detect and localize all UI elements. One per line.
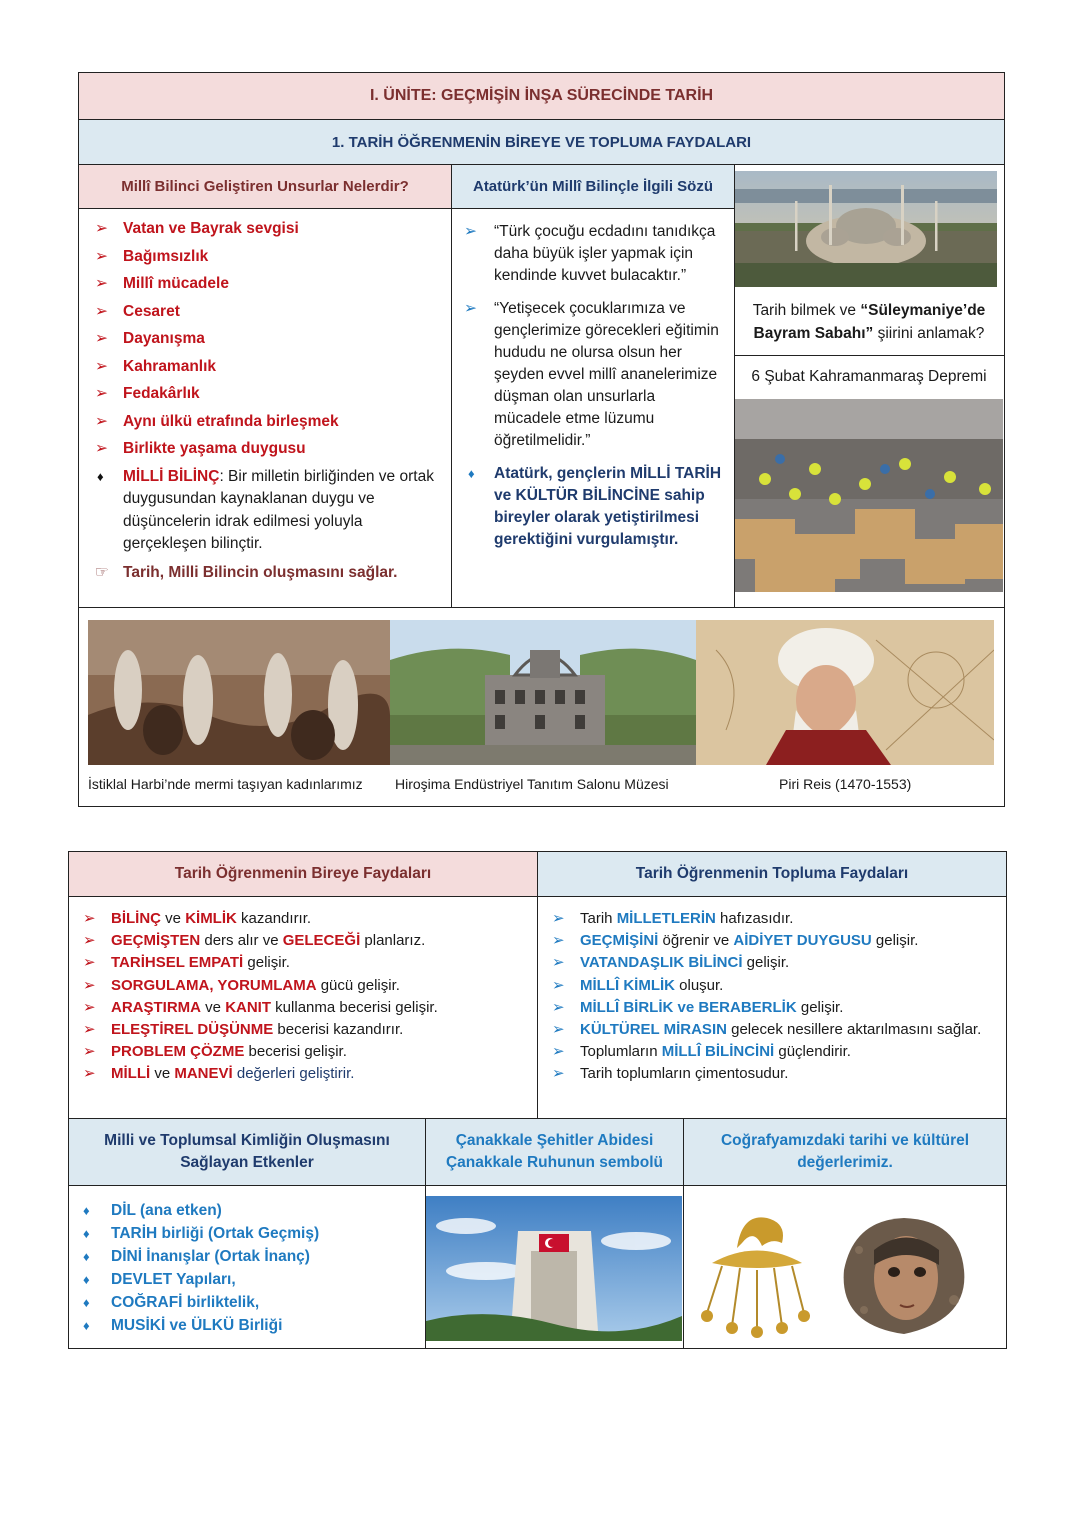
geo-values-body — [683, 1185, 1007, 1349]
list-item: ➢ GEÇMİŞTEN ders alır ve GELECEĞİ planlarız. — [77, 930, 529, 952]
list-item: ➢ Cesaret — [89, 298, 441, 326]
list-item: ➢ Fedakârlık — [89, 380, 441, 408]
list-item: ➢ GEÇMİŞİNİ öğrenir ve AİDİYET DUYGUSU gelişir. — [546, 930, 998, 952]
list-item: ➢ Aynı ülkü etrafında birleşmek — [89, 408, 441, 436]
arrow-icon: ➢ — [552, 976, 565, 994]
arrow-icon: ➢ — [464, 300, 477, 317]
list-item: ➢ BİLİNÇ ve KİMLİK kazandırır. — [77, 908, 529, 930]
suleymaniye-photo — [735, 171, 997, 287]
earthquake-aid-photo — [735, 399, 1003, 592]
canakkale-header: Çanakkale Şehitler Abidesi Çanakkale Ruhunun sembolü — [425, 1118, 684, 1186]
quake-caption: 6 Şubat Kahramanmaraş Depremi — [751, 368, 987, 385]
arrow-icon: ➢ — [83, 1043, 96, 1061]
list-item: ➢ MİLLİ ve MANEVİ değerleri geliştirir. — [77, 1063, 529, 1085]
list-item: ➢ PROBLEM ÇÖZME becerisi gelişir. — [77, 1041, 529, 1063]
arrow-icon: ➢ — [552, 1065, 565, 1083]
col2-header-text: Atatürk’ün Millî Bilinçle İlgili Sözü — [472, 178, 713, 195]
hiroshima-dome-photo — [390, 620, 696, 765]
arrow-icon: ➢ — [95, 357, 108, 375]
list-item: ➢ ARAŞTIRMA ve KANIT kullanma becerisi gelişir. — [77, 997, 529, 1019]
canakkale-body — [425, 1185, 684, 1349]
golden-pegasus-artifact — [692, 1208, 822, 1340]
ataturk-quote-1: ➢ “Türk çocuğu ecdadını tanıdıkça daha büyük işler yapmak için kendinde kuvvet bulacaktır.” — [464, 223, 716, 284]
arrow-icon: ➢ — [95, 247, 108, 265]
arrow-icon: ➢ — [83, 932, 96, 950]
individual-benefits-list — [77, 908, 529, 1086]
arrow-icon: ➢ — [552, 932, 565, 950]
col1-header — [78, 164, 452, 209]
arrow-icon: ➢ — [83, 910, 96, 927]
society-benefits-body — [537, 896, 1007, 1119]
list-item: ➢ MİLLÎ BİRLİK ve BERABERLİK gelişir. — [546, 997, 998, 1019]
diamond-icon: ♦ — [83, 1318, 90, 1333]
diamond-icon: ♦ — [83, 1203, 90, 1218]
diamond-icon: ♦ — [97, 468, 104, 484]
list-item: ♦ TARİH birliği (Ortak Geçmiş) — [77, 1222, 417, 1245]
diamond-icon: ♦ — [468, 466, 475, 481]
ataturk-summary: ♦ Atatürk, gençlerin MİLLİ TARİH ve KÜLTÜR BİLİNCİNE sahip bireyler olarak yetiştirilmesi gerektiğini vurgulamıştır. — [468, 465, 722, 548]
list-item: ♦ DİL (ana etken) — [77, 1199, 417, 1222]
geo-values-header: Coğrafyamızdaki tarihi ve kültürel değerlerimiz. — [683, 1118, 1007, 1186]
istiklal-women-painting — [88, 620, 390, 765]
identity-list — [77, 1199, 417, 1337]
diamond-icon: ♦ — [83, 1295, 90, 1310]
list-item: ➢ Millî mücadele — [89, 270, 441, 298]
hand-pointer-icon: ☞ — [95, 563, 109, 581]
diamond-icon: ♦ — [83, 1249, 90, 1264]
list-item: ➢ Vatan ve Bayrak sevgisi — [89, 215, 441, 243]
col2-body — [451, 208, 735, 608]
list-item: ➢ Bağımsızlık — [89, 243, 441, 271]
arrow-icon: ➢ — [552, 1021, 565, 1039]
arrow-icon: ➢ — [95, 275, 108, 292]
arrow-icon: ➢ — [95, 412, 108, 430]
zeugma-mosaic-girl — [834, 1210, 974, 1338]
milli-bilinc-definition: ♦ MİLLİ BİLİNÇ: Bir milletin birliğinden ve ortak duygusundan kaynaklanan duygu ve düşüncelerin idrak edilmesi yoluyla gerçekleşen bilinçtir. — [97, 467, 434, 552]
arrow-icon: ➢ — [95, 385, 108, 402]
unit-title: I. ÜNİTE: GEÇMİŞİN İNŞA SÜRECİNDE TARİH — [369, 87, 714, 104]
list-item: ➢ Birlikte yaşama duygusu — [89, 435, 441, 463]
unit-subtitle: 1. TARİH ÖĞRENMENİN BİREYE VE TOPLUMA FAYDALARI — [331, 133, 752, 151]
col1-header-text: Millî Bilinci Geliştiren Unsurlar Nelerdir? — [121, 178, 409, 195]
arrow-icon: ➢ — [83, 998, 96, 1016]
list-item: ➢ Dayanışma — [89, 325, 441, 353]
piri-reis-portrait — [696, 620, 994, 765]
photo-caption-istiklal: İstiklal Harbi’nde mermi taşıyan kadınlarımız — [88, 776, 363, 792]
list-item: ➢ Kahramanlık — [89, 353, 441, 381]
list-item: ➢ ELEŞTİREL DÜŞÜNME becerisi kazandırır. — [77, 1019, 529, 1041]
col2-header — [451, 164, 735, 209]
arrow-icon: ➢ — [552, 910, 565, 927]
arrow-icon: ➢ — [464, 223, 477, 240]
list-item: ♦ DİNİ İnanışlar (Ortak İnanç) — [77, 1245, 417, 1268]
arrow-icon: ➢ — [552, 1043, 565, 1061]
list-item: ➢ Tarih toplumların çimentosudur. — [546, 1063, 998, 1085]
list-item: ♦ COĞRAFİ birliktelik, — [77, 1291, 417, 1314]
unit-title-cell — [78, 72, 1005, 120]
individual-benefits-body — [68, 896, 538, 1119]
diamond-icon: ♦ — [83, 1272, 90, 1287]
canakkale-monument-photo — [426, 1196, 682, 1341]
arrow-icon: ➢ — [95, 440, 108, 457]
individual-benefits-header: Tarih Öğrenmenin Bireye Faydaları — [68, 851, 538, 897]
arrow-icon: ➢ — [83, 1021, 96, 1039]
col1-list — [89, 215, 441, 463]
list-item: ➢ TARİHSEL EMPATİ gelişir. — [77, 952, 529, 974]
society-benefits-header: Tarih Öğrenmenin Topluma Faydaları — [537, 851, 1007, 897]
list-item: ➢ Tarih MİLLETLERİN hafızasıdır. — [546, 908, 998, 930]
photo-caption-hiroshima: Hiroşima Endüstriyel Tanıtım Salonu Müzesi — [395, 776, 669, 792]
arrow-icon: ➢ — [83, 976, 96, 994]
arrow-icon: ➢ — [95, 220, 108, 237]
photo-strip — [78, 607, 1005, 807]
list-item: ➢ SORGULAMA, YORUMLAMA gücü gelişir. — [77, 975, 529, 997]
photo-caption-piri-reis: Piri Reis (1470-1553) — [779, 776, 912, 792]
arrow-icon: ➢ — [83, 954, 96, 972]
col3-top — [734, 164, 1005, 356]
identity-header: Milli ve Toplumsal Kimliğin Oluşmasını Sağlayan Etkenler — [68, 1118, 426, 1186]
society-benefits-list — [546, 908, 998, 1086]
list-item: ♦ DEVLET Yapıları, — [77, 1268, 417, 1291]
list-item: ➢ KÜLTÜREL MİRASIN gelecek nesillere aktarılmasını sağlar. — [546, 1019, 998, 1041]
arrow-icon: ➢ — [95, 330, 108, 347]
suleymaniye-caption: Tarih bilmek ve “Süleymaniye’de Bayram Sabahı” şiirini anlamak? — [752, 302, 986, 342]
unit-subtitle-cell — [78, 119, 1005, 165]
list-item: ♦ MUSİKİ ve ÜLKÜ Birliği — [77, 1314, 417, 1337]
arrow-icon: ➢ — [83, 1065, 96, 1083]
col1-body — [78, 208, 452, 608]
list-item: ➢ VATANDAŞLIK BİLİNCİ gelişir. — [546, 952, 998, 974]
arrow-icon: ➢ — [552, 998, 565, 1016]
diamond-icon: ♦ — [83, 1226, 90, 1241]
list-item: ➢ MİLLÎ KİMLİK oluşur. — [546, 975, 998, 997]
list-item: ➢ Toplumların MİLLÎ BİLİNCİNİ güçlendirir. — [546, 1041, 998, 1063]
arrow-icon: ➢ — [552, 954, 565, 972]
ataturk-quote-2: ➢ “Yetişecek çocuklarımıza ve gençlerimize görecekleri eğitimin hududu ne olursa olsun her şeyden evvel millî ananelerimize düşman olan unsurlarla mücadele etme lüzumu öğretilmelidir.” — [464, 300, 719, 449]
identity-body — [68, 1185, 426, 1349]
col3-bottom — [734, 355, 1005, 608]
milli-bilinc-note: ☞ Tarih, Milli Bilincin oluşmasını sağlar. — [89, 562, 441, 584]
arrow-icon: ➢ — [95, 302, 108, 320]
